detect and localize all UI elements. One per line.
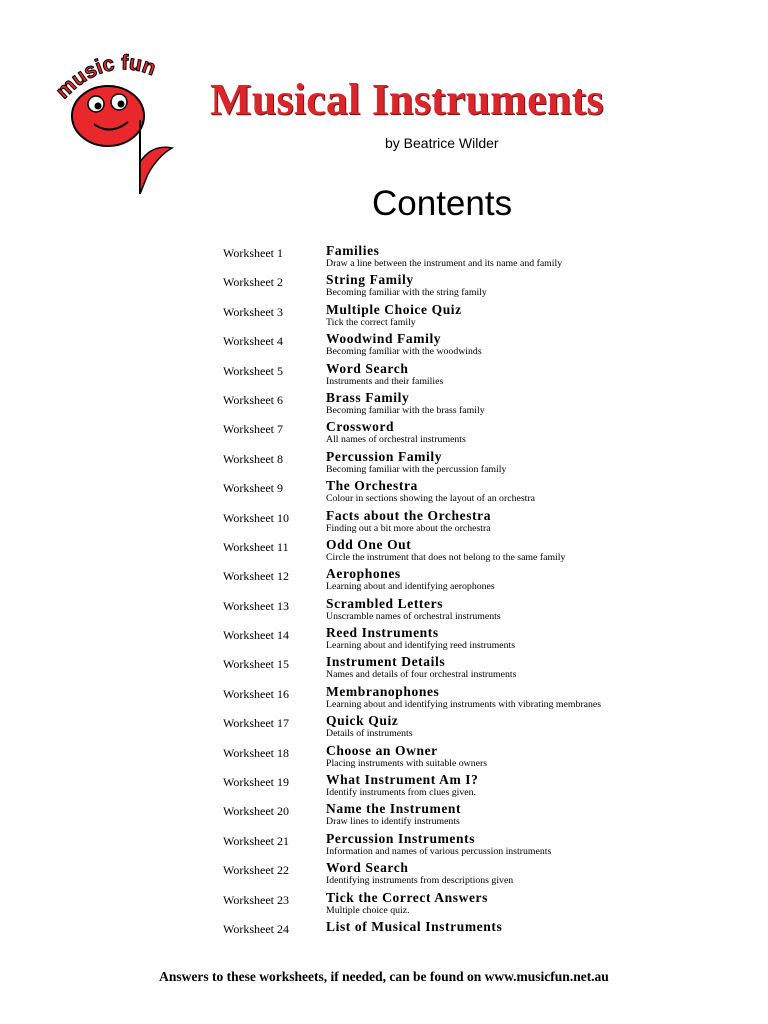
music-fun-logo [56, 44, 176, 204]
toc-row [223, 624, 693, 653]
worksheet-number: Worksheet 10 [223, 510, 290, 525]
toc-row [223, 271, 693, 300]
worksheet-number: Worksheet 4 [223, 334, 284, 349]
note-flag [140, 147, 172, 194]
toc-row [223, 389, 693, 418]
worksheet-number: Worksheet 14 [223, 628, 290, 643]
worksheet-title: List of Musical Instruments [326, 918, 503, 934]
worksheet-title: Choose an Owner [326, 742, 438, 758]
worksheet-title: Quick Quiz [326, 713, 399, 729]
left-pupil [95, 103, 102, 110]
worksheet-number: Worksheet 19 [223, 775, 290, 790]
worksheet-title: Odd One Out [326, 536, 412, 552]
toc-row [223, 242, 693, 271]
worksheet-title: Reed Instruments [326, 625, 439, 641]
worksheet-description: Becoming familiar with the string family [326, 287, 487, 299]
toc-row [223, 595, 693, 624]
worksheet-description: Finding out a bit more about the orchestra [326, 522, 491, 534]
worksheet-number: Worksheet 22 [223, 863, 290, 878]
worksheet-number: Worksheet 21 [223, 833, 290, 848]
toc-row [223, 477, 693, 506]
toc-row [223, 360, 693, 389]
worksheet-description: Multiple choice quiz. [326, 904, 410, 916]
worksheet-number: Worksheet 2 [223, 275, 284, 290]
worksheet-title: What Instrument Am I? [326, 772, 479, 788]
author-byline: by Beatrice Wilder [385, 135, 499, 151]
toc-row [223, 683, 693, 712]
worksheet-number: Worksheet 6 [223, 392, 284, 407]
toc-row [223, 918, 693, 947]
worksheet-title: Tick the Correct Answers [326, 889, 489, 905]
toc-row [223, 742, 693, 771]
worksheet-description: Learning about and identifying reed instruments [326, 640, 516, 652]
toc-row [223, 653, 693, 682]
worksheet-number: Worksheet 20 [223, 804, 290, 819]
worksheet-title: Word Search [326, 860, 409, 876]
worksheet-title: Membranophones [326, 683, 440, 699]
right-pupil [118, 101, 125, 108]
toc-row [223, 565, 693, 594]
worksheet-number: Worksheet 18 [223, 745, 290, 760]
worksheet-description: Becoming familiar with the woodwinds [326, 346, 482, 358]
worksheet-title: Scrambled Letters [326, 595, 444, 611]
toc-row [223, 889, 693, 918]
worksheet-title: String Family [326, 272, 414, 288]
worksheet-title: Crossword [326, 419, 395, 435]
worksheet-title: Families [326, 243, 380, 258]
note-face [72, 86, 144, 146]
toc-row [223, 536, 693, 565]
worksheet-title: Percussion Instruments [326, 830, 476, 846]
worksheet-description: Draw a line between the instrument and its name and family [326, 258, 563, 269]
worksheet-description: Unscramble names of orchestral instruments [326, 610, 501, 622]
worksheet-title: Brass Family [326, 389, 410, 405]
toc-row [223, 301, 693, 330]
worksheet-title: Name the Instrument [326, 801, 462, 817]
worksheet-number: Worksheet 8 [223, 451, 284, 466]
worksheet-title: The Orchestra [326, 478, 418, 494]
worksheet-description: Details of instruments [326, 728, 413, 740]
worksheet-number: Worksheet 24 [223, 921, 290, 936]
worksheet-description: Becoming familiar with the brass family [326, 404, 485, 416]
worksheet-title: Word Search [326, 360, 409, 376]
worksheet-number: Worksheet 12 [223, 569, 290, 584]
contents-heading: Contents [372, 184, 513, 223]
worksheet-number: Worksheet 16 [223, 686, 290, 701]
toc-row [223, 800, 693, 829]
worksheet-description: Colour in sections showing the layout of an orchestra [326, 493, 535, 505]
worksheet-number: Worksheet 17 [223, 716, 290, 731]
worksheet-description: Draw lines to identify instruments [326, 816, 460, 828]
worksheet-description: Learning about and identifying instruments with vibrating membranes [326, 698, 602, 710]
worksheet-description: Learning about and identifying aerophones [326, 581, 495, 593]
answers-footer: Answers to these worksheets, if needed, can be found on www.musicfun.net.au [159, 969, 609, 984]
toc-row [223, 418, 693, 447]
worksheet-description: Tick the correct family [326, 316, 416, 328]
worksheet-title: Percussion Family [326, 448, 443, 464]
worksheet-description: Instruments and their families [326, 375, 444, 387]
worksheet-description: Becoming familiar with the percussion family [326, 463, 507, 475]
toc-row [223, 712, 693, 741]
toc-row [223, 507, 693, 536]
worksheet-number: Worksheet 11 [223, 539, 289, 554]
worksheet-description: Placing instruments with suitable owners [326, 757, 488, 769]
worksheet-number: Worksheet 1 [223, 246, 284, 260]
worksheet-description: All names of orchestral instruments [326, 434, 466, 446]
logo-text: usic fun [67, 51, 159, 91]
worksheet-title: Woodwind Family [326, 331, 442, 347]
worksheet-title: Multiple Choice Quiz [326, 301, 462, 317]
worksheet-description: Names and details of four orchestral instruments [326, 669, 517, 681]
table-of-contents [223, 242, 693, 947]
toc-row [223, 859, 693, 888]
worksheet-description: Circle the instrument that does not belong to the same family [326, 551, 566, 563]
toc-row [223, 330, 693, 359]
page-title: Musical Instruments [210, 75, 604, 124]
toc-row [223, 771, 693, 800]
worksheet-number: Worksheet 3 [223, 304, 284, 319]
worksheet-description: Information and names of various percussion instruments [326, 845, 552, 857]
worksheet-number: Worksheet 15 [223, 657, 290, 672]
worksheet-number: Worksheet 23 [223, 892, 290, 907]
worksheet-title: Aerophones [326, 566, 401, 582]
worksheet-title: Instrument Details [326, 654, 446, 670]
worksheet-number: Worksheet 5 [223, 363, 284, 378]
worksheet-number: Worksheet 7 [223, 422, 284, 437]
worksheet-description: Identifying instruments from descriptions given [326, 875, 514, 887]
toc-row [223, 830, 693, 859]
worksheet-number: Worksheet 13 [223, 598, 290, 613]
toc-row [223, 448, 693, 477]
worksheet-number: Worksheet 9 [223, 481, 284, 496]
music-note-mascot-icon [56, 44, 176, 204]
worksheet-description: Identify instruments from clues given. [326, 787, 476, 799]
worksheet-title: Facts about the Orchestra [326, 507, 492, 523]
